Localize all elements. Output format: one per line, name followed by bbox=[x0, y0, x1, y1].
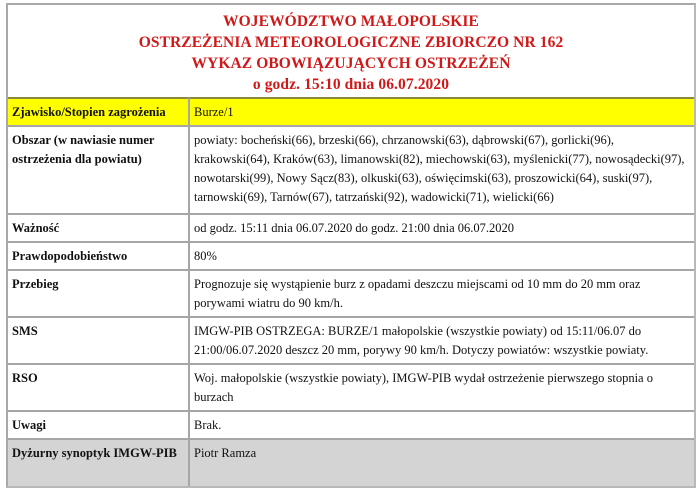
sms-label: SMS bbox=[8, 316, 189, 363]
issue-time: o godz. 15:10 dnia 06.07.2020 bbox=[252, 76, 450, 93]
table-row-forecaster bbox=[8, 438, 694, 486]
warning-details-table bbox=[8, 97, 694, 486]
probability-value: 80% bbox=[189, 241, 694, 269]
document-header bbox=[8, 5, 694, 97]
warnings-list-title: WYKAZ OBOWIĄZUJĄCYCH OSTRZEŻEŃ bbox=[191, 55, 511, 72]
warnings-title: OSTRZEŻENIA METEOROLOGICZNE ZBIORCZO NR 162 bbox=[138, 34, 564, 51]
phenomenon-label: Zjawisko/Stopien zagrożenia bbox=[8, 97, 189, 125]
area-label: Obszar (w nawiasie numer ostrzeżenia dla powiatu) bbox=[8, 125, 189, 213]
rso-value: Woj. małopolskie (wszystkie powiaty), IMGW-PIB wydał ostrzeżenie pierwszego stopnia o burzach bbox=[189, 363, 694, 410]
warning-document bbox=[6, 3, 696, 488]
course-value: Prognozuje się wystąpienie burz z opadami deszczu miejscami od 10 mm do 20 mm oraz porywami wiatru do 90 km/h. bbox=[189, 269, 694, 316]
course-label: Przebieg bbox=[8, 269, 189, 316]
table-row-remarks bbox=[8, 410, 694, 438]
validity-label: Ważność bbox=[8, 213, 189, 241]
remarks-value: Brak. bbox=[189, 410, 694, 438]
voivodeship-title: WOJEWÓDZTWO MAŁOPOLSKIE bbox=[223, 13, 479, 30]
table-row-phenomenon bbox=[8, 97, 694, 125]
forecaster-label: Dyżurny synoptyk IMGW-PIB bbox=[8, 438, 189, 486]
probability-label: Prawdopodobieństwo bbox=[8, 241, 189, 269]
remarks-label: Uwagi bbox=[8, 410, 189, 438]
table-row-probability bbox=[8, 241, 694, 269]
table-row-validity bbox=[8, 213, 694, 241]
phenomenon-value: Burze/1 bbox=[189, 97, 694, 125]
table-row-area bbox=[8, 125, 694, 213]
sms-value: IMGW-PIB OSTRZEGA: BURZE/1 małopolskie (wszystkie powiaty) od 15:11/06.07 do 21:00/06.07.2020 deszcz 20 mm, porywy 90 km/h. Dotyczy powiatów: wszystkie powiaty. bbox=[189, 316, 694, 363]
area-value: powiaty: bocheński(66), brzeski(66), chrzanowski(63), dąbrowski(67), gorlicki(96), krakowski(64), Kraków(63), limanowski(82), miechowski(63), myślenicki(77), nowosądecki(97), nowotarski(99), Nowy Sącz(83), olkuski(63), oświęcimski(63), proszowicki(64), suski(97), tarnowski(69), Tarnów(67), tatrzański(92), wadowicki(71), wielicki(66) bbox=[189, 125, 694, 213]
table-row-sms bbox=[8, 316, 694, 363]
rso-label: RSO bbox=[8, 363, 189, 410]
table-row-course bbox=[8, 269, 694, 316]
table-row-rso bbox=[8, 363, 694, 410]
forecaster-value: Piotr Ramza bbox=[189, 438, 694, 486]
validity-value: od godz. 15:11 dnia 06.07.2020 do godz. 21:00 dnia 06.07.2020 bbox=[189, 213, 694, 241]
